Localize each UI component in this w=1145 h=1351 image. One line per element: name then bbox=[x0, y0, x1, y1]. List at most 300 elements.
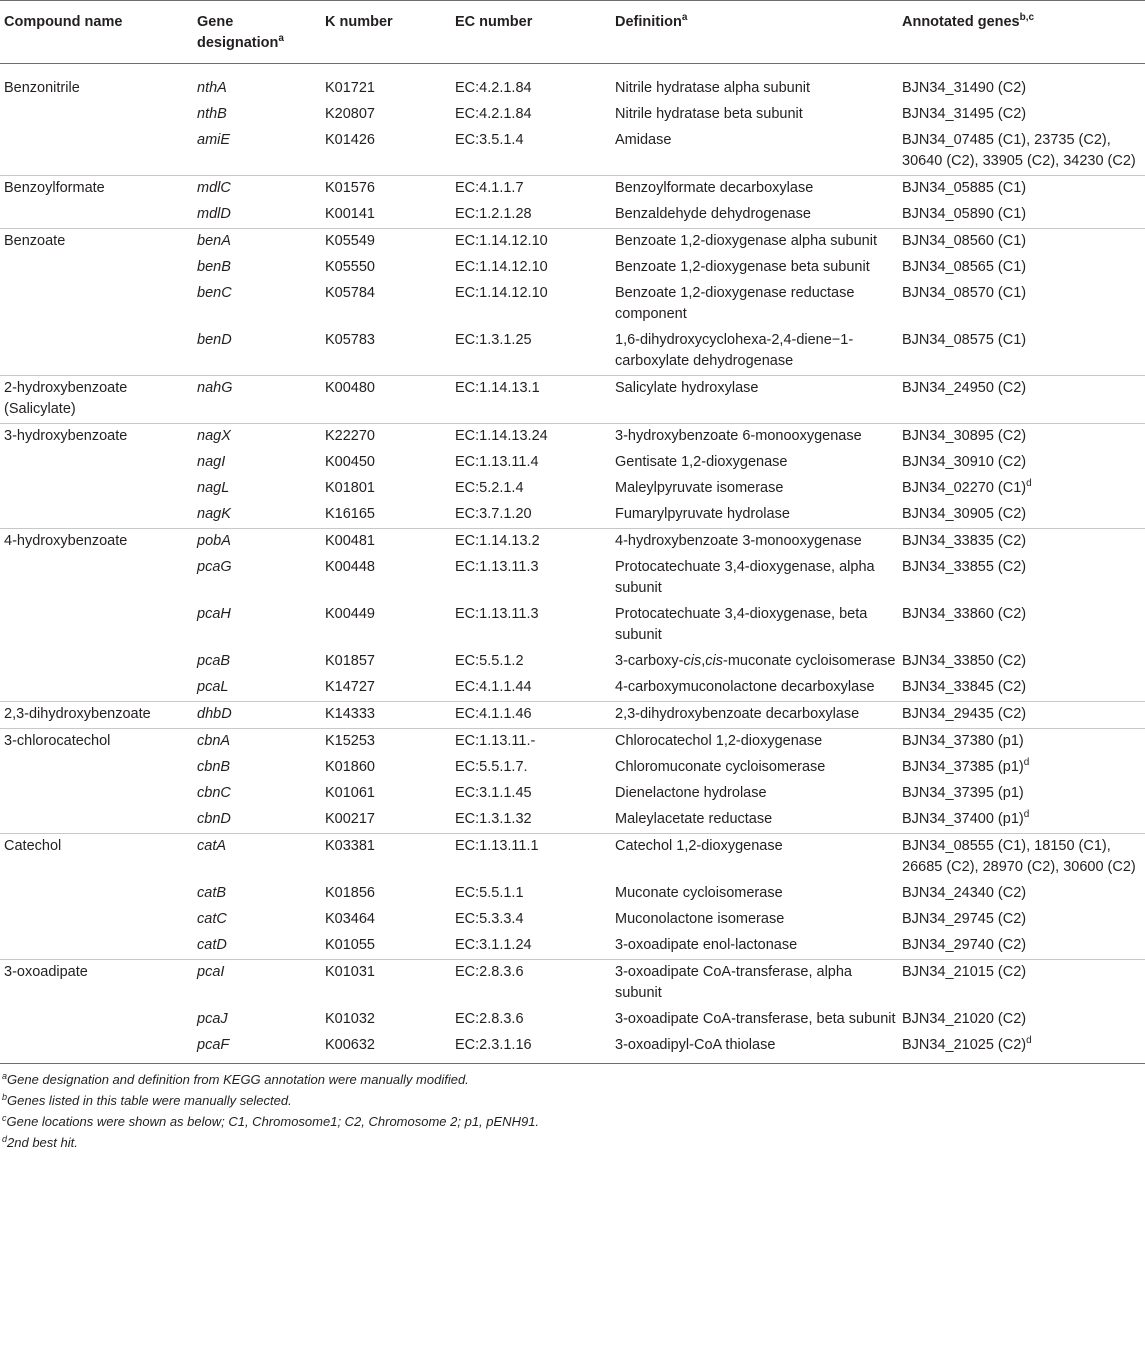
cell-compound-name bbox=[0, 1033, 193, 1064]
cell-annotated-genes bbox=[898, 907, 1145, 933]
cell-gene-designation bbox=[193, 529, 321, 556]
cell-definition bbox=[611, 328, 898, 376]
table-row bbox=[0, 176, 1145, 203]
cell-k-number-text: K00450 bbox=[325, 454, 375, 470]
cell-gene-designation bbox=[193, 702, 321, 729]
cell-ec-number-text: EC:1.13.11.4 bbox=[455, 454, 539, 470]
cell-ec-number-text: EC:1.14.13.1 bbox=[455, 380, 540, 396]
header-annotated-genes bbox=[898, 1, 1145, 64]
cell-definition bbox=[611, 555, 898, 602]
cell-gene-designation bbox=[193, 960, 321, 1008]
cell-annotated-genes-text: BJN34_08570 (C1) bbox=[902, 285, 1027, 301]
cell-k-number bbox=[321, 807, 451, 834]
cell-k-number-text: K01426 bbox=[325, 132, 375, 148]
cell-compound-name bbox=[0, 281, 193, 328]
cell-annotated-genes bbox=[898, 176, 1145, 203]
cell-annotated-genes-text: BJN34_30895 (C2) bbox=[902, 428, 1027, 444]
cell-k-number bbox=[321, 834, 451, 882]
cell-gene-designation bbox=[193, 555, 321, 602]
cell-definition bbox=[611, 649, 898, 675]
cell-definition bbox=[611, 933, 898, 960]
cell-k-number-text: K00141 bbox=[325, 206, 375, 222]
cell-ec-number bbox=[451, 649, 611, 675]
cell-definition-text: Chlorocatechol 1,2-dioxygenase bbox=[615, 733, 823, 749]
cell-annotated-genes bbox=[898, 502, 1145, 529]
header-gene-label: Gene designation bbox=[197, 14, 279, 51]
cell-annotated-genes-text: BJN34_37385 (p1) bbox=[902, 759, 1024, 775]
cell-ec-number bbox=[451, 1007, 611, 1033]
cell-gene-designation bbox=[193, 202, 321, 229]
cell-ec-number bbox=[451, 281, 611, 328]
cell-annotated-genes bbox=[898, 424, 1145, 451]
cell-gene-designation-text: nthA bbox=[197, 80, 227, 96]
cell-definition bbox=[611, 675, 898, 702]
cell-k-number-text: K01576 bbox=[325, 180, 375, 196]
cell-annotated-genes bbox=[898, 64, 1145, 103]
header-k-label: K number bbox=[325, 14, 393, 30]
cell-ec-number-text: EC:1.3.1.25 bbox=[455, 332, 532, 348]
table-row bbox=[0, 255, 1145, 281]
cell-compound-name bbox=[0, 781, 193, 807]
cell-k-number bbox=[321, 255, 451, 281]
cell-gene-designation-text: cbnA bbox=[197, 733, 231, 749]
cell-definition bbox=[611, 781, 898, 807]
cell-definition-text: 1,6-dihydroxycyclohexa-2,4-diene−1-carboxylate dehydrogenase bbox=[615, 332, 854, 369]
cell-annotated-genes bbox=[898, 255, 1145, 281]
cell-compound-name bbox=[0, 229, 193, 256]
cell-k-number bbox=[321, 960, 451, 1008]
cell-k-number bbox=[321, 502, 451, 529]
cell-ec-number-text: EC:1.14.12.10 bbox=[455, 259, 548, 275]
cell-compound-name-text: Benzonitrile bbox=[4, 80, 80, 96]
table-row bbox=[0, 675, 1145, 702]
header-definition bbox=[611, 1, 898, 64]
cell-gene-designation bbox=[193, 328, 321, 376]
cell-k-number-text: K05549 bbox=[325, 233, 375, 249]
cell-definition-text: Nitrile hydratase alpha subunit bbox=[615, 80, 811, 96]
cell-annotated-genes-text: BJN34_02270 (C1) bbox=[902, 480, 1027, 496]
cell-compound-name bbox=[0, 376, 193, 424]
cell-annotated-genes bbox=[898, 881, 1145, 907]
cell-k-number-text: K01031 bbox=[325, 964, 375, 980]
cell-gene-designation bbox=[193, 502, 321, 529]
cell-k-number bbox=[321, 781, 451, 807]
cell-ec-number bbox=[451, 128, 611, 176]
cell-gene-designation-text: pobA bbox=[197, 533, 231, 549]
table-header bbox=[0, 1, 1145, 64]
cell-gene-designation-text: pcaH bbox=[197, 606, 231, 622]
cell-gene-designation bbox=[193, 907, 321, 933]
cell-ec-number bbox=[451, 960, 611, 1008]
cell-definition bbox=[611, 229, 898, 256]
cell-ec-number bbox=[451, 702, 611, 729]
cell-gene-designation-text: pcaJ bbox=[197, 1011, 228, 1027]
cell-compound-name bbox=[0, 202, 193, 229]
cell-gene-designation-text: benD bbox=[197, 332, 232, 348]
cell-gene-designation bbox=[193, 102, 321, 128]
cell-ec-number-text: EC:4.1.1.46 bbox=[455, 706, 532, 722]
cell-definition bbox=[611, 502, 898, 529]
cell-annotated-genes bbox=[898, 807, 1145, 834]
cell-compound-name-text: Benzoate bbox=[4, 233, 66, 249]
cell-ec-number bbox=[451, 602, 611, 649]
footnote-text: Gene designation and definition from KEGG annotation were manually modified. bbox=[7, 1072, 469, 1087]
cell-annotated-genes-text: BJN34_37380 (p1) bbox=[902, 733, 1024, 749]
cell-definition-text: Benzoate 1,2-dioxygenase alpha subunit bbox=[615, 233, 877, 249]
cell-k-number bbox=[321, 424, 451, 451]
cell-ec-number-text: EC:3.1.1.45 bbox=[455, 785, 532, 801]
cell-ec-number bbox=[451, 807, 611, 834]
cell-annotated-genes-text: BJN34_37395 (p1) bbox=[902, 785, 1024, 801]
cell-k-number bbox=[321, 675, 451, 702]
table-row bbox=[0, 834, 1145, 882]
cell-compound-name-text: Catechol bbox=[4, 838, 62, 854]
cell-ec-number bbox=[451, 729, 611, 756]
cell-definition-text: Benzoate 1,2-dioxygenase beta subunit bbox=[615, 259, 870, 275]
cell-compound-name bbox=[0, 960, 193, 1008]
cell-definition bbox=[611, 450, 898, 476]
cell-definition bbox=[611, 960, 898, 1008]
cell-definition-text: 3-oxoadipate CoA-transferase, alpha subunit bbox=[615, 964, 852, 1001]
table-row bbox=[0, 450, 1145, 476]
cell-k-number-text: K14727 bbox=[325, 679, 375, 695]
footnote bbox=[2, 1132, 1145, 1153]
cell-definition-text: Protocatechuate 3,4-dioxygenase, alpha subunit bbox=[615, 559, 875, 596]
cell-k-number bbox=[321, 281, 451, 328]
cell-gene-designation bbox=[193, 476, 321, 502]
cell-ec-number-text: EC:1.14.13.24 bbox=[455, 428, 548, 444]
cell-gene-designation-text: amiE bbox=[197, 132, 231, 148]
cell-gene-designation-text: pcaL bbox=[197, 679, 229, 695]
cell-ec-number bbox=[451, 102, 611, 128]
cell-ec-number-text: EC:1.13.11.3 bbox=[455, 606, 539, 622]
footnote bbox=[2, 1111, 1145, 1132]
table-row bbox=[0, 555, 1145, 602]
cell-gene-designation-text: cbnC bbox=[197, 785, 231, 801]
table-row bbox=[0, 376, 1145, 424]
cell-ec-number-text: EC:3.7.1.20 bbox=[455, 506, 532, 522]
cell-gene-designation-text: benC bbox=[197, 285, 232, 301]
header-ec-label: EC number bbox=[455, 14, 533, 30]
cell-gene-designation-text: pcaG bbox=[197, 559, 232, 575]
cell-annotated-genes-text: BJN34_08560 (C1) bbox=[902, 233, 1027, 249]
cell-k-number bbox=[321, 476, 451, 502]
cell-definition bbox=[611, 202, 898, 229]
cell-ec-number-text: EC:4.2.1.84 bbox=[455, 80, 532, 96]
cell-annotated-genes-text: BJN34_31495 (C2) bbox=[902, 106, 1027, 122]
table-row bbox=[0, 729, 1145, 756]
cell-k-number-text: K22270 bbox=[325, 428, 375, 444]
cell-k-number bbox=[321, 128, 451, 176]
cell-k-number bbox=[321, 229, 451, 256]
cell-ec-number bbox=[451, 834, 611, 882]
table-row bbox=[0, 229, 1145, 256]
cell-gene-designation-text: mdlC bbox=[197, 180, 231, 196]
cell-ec-number bbox=[451, 555, 611, 602]
cell-definition-text: 4-hydroxybenzoate 3-monooxygenase bbox=[615, 533, 862, 549]
cell-k-number-text: K20807 bbox=[325, 106, 375, 122]
cell-gene-designation bbox=[193, 933, 321, 960]
table-row bbox=[0, 1033, 1145, 1064]
cell-gene-designation bbox=[193, 649, 321, 675]
cell-compound-name bbox=[0, 649, 193, 675]
cell-ec-number bbox=[451, 176, 611, 203]
table-row bbox=[0, 202, 1145, 229]
cell-k-number-text: K01055 bbox=[325, 937, 375, 953]
cell-k-number-text: K00449 bbox=[325, 606, 375, 622]
cell-definition-text: Benzoate 1,2-dioxygenase reductase component bbox=[615, 285, 855, 322]
cell-k-number-text: K00217 bbox=[325, 811, 375, 827]
footnote-mark: a bbox=[278, 33, 284, 44]
cell-ec-number bbox=[451, 881, 611, 907]
cell-annotated-genes-text: BJN34_08565 (C1) bbox=[902, 259, 1027, 275]
table-row bbox=[0, 476, 1145, 502]
cell-gene-designation bbox=[193, 834, 321, 882]
cell-ec-number bbox=[451, 202, 611, 229]
cell-annotated-genes bbox=[898, 1033, 1145, 1064]
cell-k-number bbox=[321, 907, 451, 933]
cell-k-number-text: K01856 bbox=[325, 885, 375, 901]
cell-k-number-text: K00481 bbox=[325, 533, 375, 549]
cell-compound-name bbox=[0, 702, 193, 729]
header-gene-designation bbox=[193, 1, 321, 64]
cell-gene-designation-text: nahG bbox=[197, 380, 233, 396]
cell-annotated-genes bbox=[898, 834, 1145, 882]
cell-annotated-genes-text: BJN34_24340 (C2) bbox=[902, 885, 1027, 901]
cell-k-number-text: K01721 bbox=[325, 80, 375, 96]
cell-compound-name bbox=[0, 807, 193, 834]
cell-gene-designation bbox=[193, 376, 321, 424]
cell-annotated-genes bbox=[898, 781, 1145, 807]
cell-compound-name bbox=[0, 555, 193, 602]
cell-gene-designation bbox=[193, 281, 321, 328]
cell-annotated-genes bbox=[898, 933, 1145, 960]
cell-ec-number bbox=[451, 781, 611, 807]
cell-ec-number-text: EC:1.13.11.3 bbox=[455, 559, 539, 575]
cell-compound-name bbox=[0, 1007, 193, 1033]
footnote-mark: d bbox=[1026, 1035, 1032, 1046]
cell-compound-name bbox=[0, 64, 193, 103]
cell-annotated-genes bbox=[898, 702, 1145, 729]
header-ec-number bbox=[451, 1, 611, 64]
cell-k-number-text: K14333 bbox=[325, 706, 375, 722]
cell-gene-designation bbox=[193, 450, 321, 476]
cell-k-number-text: K03464 bbox=[325, 911, 375, 927]
cell-annotated-genes bbox=[898, 1007, 1145, 1033]
cell-ec-number-text: EC:1.14.13.2 bbox=[455, 533, 540, 549]
cell-k-number bbox=[321, 729, 451, 756]
cell-ec-number bbox=[451, 502, 611, 529]
cell-annotated-genes bbox=[898, 229, 1145, 256]
cell-gene-designation-text: nagK bbox=[197, 506, 231, 522]
cell-annotated-genes-text: BJN34_05890 (C1) bbox=[902, 206, 1027, 222]
cell-ec-number-text: EC:3.5.1.4 bbox=[455, 132, 524, 148]
cell-compound-name bbox=[0, 907, 193, 933]
cell-gene-designation-text: benB bbox=[197, 259, 231, 275]
cell-gene-designation-text: catC bbox=[197, 911, 227, 927]
cell-compound-name-text: 4-hydroxybenzoate bbox=[4, 533, 128, 549]
cell-gene-designation-text: nagI bbox=[197, 454, 226, 470]
cell-compound-name bbox=[0, 424, 193, 451]
table-body bbox=[0, 64, 1145, 1064]
cell-ec-number-text: EC:1.13.11.1 bbox=[455, 838, 539, 854]
cell-compound-name-text: Benzoylformate bbox=[4, 180, 105, 196]
cell-definition bbox=[611, 64, 898, 103]
cell-k-number bbox=[321, 933, 451, 960]
cell-compound-name bbox=[0, 176, 193, 203]
cell-gene-designation bbox=[193, 602, 321, 649]
cell-definition bbox=[611, 834, 898, 882]
footnote-mark: c bbox=[2, 1113, 7, 1123]
cell-definition bbox=[611, 424, 898, 451]
cell-gene-designation-text: pcaF bbox=[197, 1037, 230, 1053]
cell-annotated-genes bbox=[898, 376, 1145, 424]
cell-definition-text: 4-carboxymuconolactone decarboxylase bbox=[615, 679, 875, 695]
cell-compound-name bbox=[0, 755, 193, 781]
cell-ec-number bbox=[451, 450, 611, 476]
cell-gene-designation bbox=[193, 1007, 321, 1033]
cell-gene-designation-text: dhbD bbox=[197, 706, 232, 722]
cell-annotated-genes-text: BJN34_33845 (C2) bbox=[902, 679, 1027, 695]
cell-definition bbox=[611, 476, 898, 502]
cell-definition-text: Nitrile hydratase beta subunit bbox=[615, 106, 803, 122]
cell-compound-name-text: 2,3-dihydroxybenzoate bbox=[4, 706, 151, 722]
cell-k-number bbox=[321, 328, 451, 376]
cell-compound-name bbox=[0, 602, 193, 649]
cell-definition bbox=[611, 255, 898, 281]
italic-fragment: cis bbox=[705, 653, 723, 669]
cell-definition bbox=[611, 128, 898, 176]
cell-definition-text: Salicylate hydroxylase bbox=[615, 380, 759, 396]
table-row bbox=[0, 702, 1145, 729]
cell-definition-text: Benzaldehyde dehydrogenase bbox=[615, 206, 811, 222]
cell-k-number-text: K00480 bbox=[325, 380, 375, 396]
cell-gene-designation bbox=[193, 729, 321, 756]
cell-ec-number bbox=[451, 64, 611, 103]
cell-annotated-genes-text: BJN34_07485 (C1), 23735 (C2), 30640 (C2), 33905 (C2), 34230 (C2) bbox=[902, 132, 1136, 169]
cell-annotated-genes-text: BJN34_33860 (C2) bbox=[902, 606, 1027, 622]
cell-ec-number bbox=[451, 424, 611, 451]
cell-annotated-genes bbox=[898, 729, 1145, 756]
italic-fragment: cis bbox=[683, 653, 702, 669]
table-row bbox=[0, 529, 1145, 556]
table-row bbox=[0, 649, 1145, 675]
cell-definition-text: 3-hydroxybenzoate 6-monooxygenase bbox=[615, 428, 862, 444]
cell-compound-name bbox=[0, 729, 193, 756]
cell-annotated-genes-text: BJN34_29435 (C2) bbox=[902, 706, 1027, 722]
cell-ec-number bbox=[451, 476, 611, 502]
cell-gene-designation bbox=[193, 807, 321, 834]
cell-k-number-text: K16165 bbox=[325, 506, 375, 522]
cell-gene-designation bbox=[193, 229, 321, 256]
cell-k-number-text: K01032 bbox=[325, 1011, 375, 1027]
cell-definition bbox=[611, 102, 898, 128]
cell-definition bbox=[611, 1007, 898, 1033]
cell-annotated-genes-text: BJN34_21020 (C2) bbox=[902, 1011, 1027, 1027]
cell-gene-designation bbox=[193, 128, 321, 176]
cell-k-number bbox=[321, 64, 451, 103]
cell-gene-designation-text: nthB bbox=[197, 106, 227, 122]
cell-k-number bbox=[321, 1007, 451, 1033]
table-row bbox=[0, 755, 1145, 781]
cell-k-number-text: K05550 bbox=[325, 259, 375, 275]
cell-k-number-text: K15253 bbox=[325, 733, 375, 749]
cell-definition bbox=[611, 602, 898, 649]
cell-annotated-genes-text: BJN34_21025 (C2) bbox=[902, 1037, 1027, 1053]
cell-annotated-genes bbox=[898, 102, 1145, 128]
cell-annotated-genes-text: BJN34_29740 (C2) bbox=[902, 937, 1027, 953]
footnote-text: Genes listed in this table were manually selected. bbox=[7, 1093, 292, 1108]
cell-gene-designation-text: catA bbox=[197, 838, 227, 854]
cell-annotated-genes bbox=[898, 128, 1145, 176]
cell-annotated-genes-text: BJN34_31490 (C2) bbox=[902, 80, 1027, 96]
cell-definition bbox=[611, 907, 898, 933]
cell-k-number bbox=[321, 1033, 451, 1064]
cell-definition-text: Benzoylformate decarboxylase bbox=[615, 180, 814, 196]
cell-compound-name bbox=[0, 675, 193, 702]
cell-definition-text: 3-oxoadipyl-CoA thiolase bbox=[615, 1037, 776, 1053]
cell-definition-text: Amidase bbox=[615, 132, 672, 148]
header-k-number bbox=[321, 1, 451, 64]
cell-k-number-text: K05784 bbox=[325, 285, 375, 301]
cell-annotated-genes-text: BJN34_37400 (p1) bbox=[902, 811, 1024, 827]
table-footnotes bbox=[0, 1069, 1145, 1153]
cell-gene-designation-text: catD bbox=[197, 937, 227, 953]
cell-ec-number-text: EC:4.1.1.44 bbox=[455, 679, 532, 695]
cell-k-number bbox=[321, 202, 451, 229]
cell-annotated-genes-text: BJN34_29745 (C2) bbox=[902, 911, 1027, 927]
table-row bbox=[0, 328, 1145, 376]
cell-annotated-genes-text: BJN34_21015 (C2) bbox=[902, 964, 1027, 980]
footnote-mark: b bbox=[2, 1092, 8, 1102]
cell-gene-designation bbox=[193, 675, 321, 702]
table-row bbox=[0, 424, 1145, 451]
cell-k-number-text: K01801 bbox=[325, 480, 375, 496]
table-row bbox=[0, 881, 1145, 907]
cell-ec-number-text: EC:5.3.3.4 bbox=[455, 911, 524, 927]
cell-ec-number bbox=[451, 933, 611, 960]
cell-compound-name bbox=[0, 933, 193, 960]
cell-gene-designation-text: cbnD bbox=[197, 811, 231, 827]
cell-ec-number bbox=[451, 907, 611, 933]
cell-compound-name-text: 3-hydroxybenzoate bbox=[4, 428, 128, 444]
cell-k-number-text: K03381 bbox=[325, 838, 375, 854]
cell-annotated-genes bbox=[898, 476, 1145, 502]
cell-k-number bbox=[321, 702, 451, 729]
cell-gene-designation bbox=[193, 1033, 321, 1064]
cell-ec-number-text: EC:3.1.1.24 bbox=[455, 937, 532, 953]
header-row bbox=[0, 1, 1145, 64]
cell-annotated-genes-text: BJN34_30905 (C2) bbox=[902, 506, 1027, 522]
cell-definition-text: Chloromuconate cycloisomerase bbox=[615, 759, 826, 775]
cell-compound-name bbox=[0, 328, 193, 376]
cell-annotated-genes-text: BJN34_30910 (C2) bbox=[902, 454, 1027, 470]
cell-gene-designation bbox=[193, 881, 321, 907]
table-row bbox=[0, 907, 1145, 933]
cell-ec-number-text: EC:5.5.1.1 bbox=[455, 885, 524, 901]
cell-definition-text: Maleylacetate reductase bbox=[615, 811, 773, 827]
table-row bbox=[0, 281, 1145, 328]
cell-ec-number-text: EC:2.3.1.16 bbox=[455, 1037, 532, 1053]
cell-gene-designation-text: pcaI bbox=[197, 964, 225, 980]
cell-annotated-genes bbox=[898, 281, 1145, 328]
cell-k-number bbox=[321, 376, 451, 424]
cell-ec-number bbox=[451, 376, 611, 424]
cell-definition bbox=[611, 702, 898, 729]
cell-definition-text: Maleylpyruvate isomerase bbox=[615, 480, 784, 496]
cell-gene-designation-text: catB bbox=[197, 885, 227, 901]
cell-gene-designation bbox=[193, 176, 321, 203]
